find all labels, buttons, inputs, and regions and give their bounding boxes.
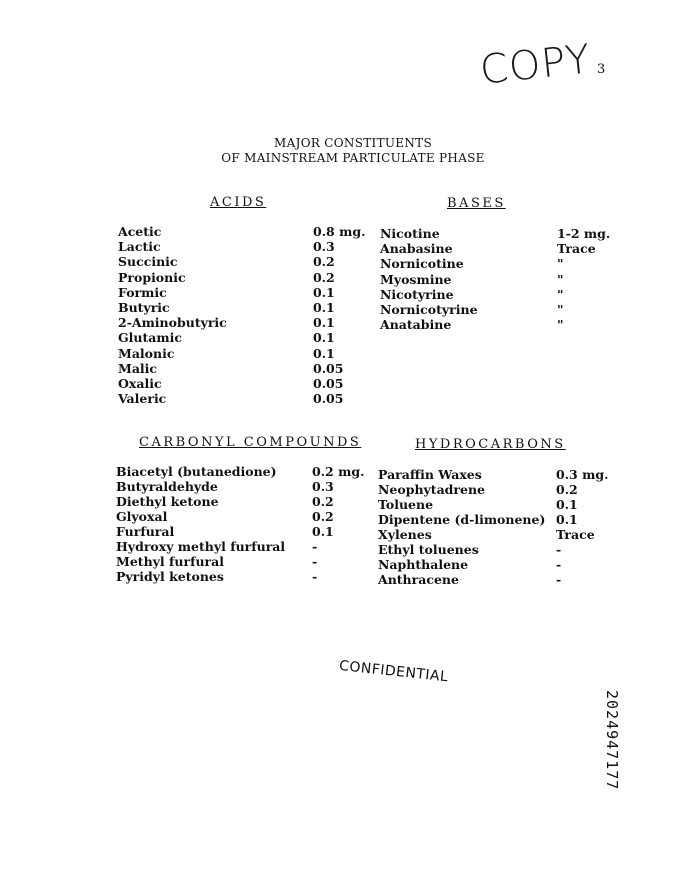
carbonyl-row-name: Diethyl ketone — [116, 494, 219, 509]
carbonyl-row-name: Butyraldehyde — [116, 479, 218, 494]
acids-row-name: Lactic — [118, 239, 161, 255]
title-line-1: MAJOR CONSTITUENTS — [274, 136, 432, 150]
hydrocarbons-heading: HYDROCARBONS — [415, 437, 566, 452]
hydrocarbons-row-value: - — [556, 572, 562, 587]
carbonyl-row-value: - — [312, 554, 318, 569]
carbonyl-row-value: 0.2 — [312, 494, 334, 509]
acids-row-name: Succinic — [118, 254, 178, 270]
page-number: 3 — [597, 62, 606, 77]
bases-row-name: Nornicotine — [380, 256, 464, 272]
hydrocarbons-row-value: 0.1 — [556, 512, 578, 527]
bases-row-value: Trace — [557, 241, 596, 257]
bases-row-name: Nicotine — [380, 226, 440, 241]
acids-row-value: 0.3 — [313, 239, 335, 255]
acids-row-value: 0.2 — [313, 269, 335, 285]
carbonyl-row-value: 0.2 — [312, 509, 334, 524]
carbonyl-row-value: 0.3 — [312, 479, 334, 494]
acids-row-name: Malonic — [118, 345, 175, 361]
carbonyl-row-name: Biacetyl (butanedione) — [116, 464, 277, 479]
hydrocarbons-row-value: 0.1 — [556, 497, 578, 512]
acids-row-name: Malic — [118, 360, 158, 376]
hydrocarbons-row-value: 0.2 — [556, 482, 578, 497]
bases-heading: BASES — [447, 196, 506, 211]
carbonyl-row-value: 0.2 mg. — [312, 464, 365, 479]
hydrocarbons-row-name: Ethyl toluenes — [378, 542, 479, 557]
acids-row-name: Propionic — [118, 269, 186, 285]
acids-heading: ACIDS — [210, 195, 267, 210]
hydrocarbons-row-value: Trace — [556, 527, 595, 542]
acids-row-name: Valeric — [118, 391, 167, 407]
carbonyl-row-value: - — [312, 569, 318, 584]
bases-row-value: " — [557, 271, 564, 287]
bases-row-value: 1-2 mg. — [557, 226, 611, 241]
acids-row-name: Oxalic — [118, 376, 162, 391]
carbonyl-row-name: Hydroxy methyl furfural — [116, 539, 286, 554]
bases-row-value: " — [557, 286, 564, 302]
acids-row-name: Butyric — [118, 300, 170, 315]
acids-row-value: 0.1 — [313, 330, 335, 346]
carbonyl-row-name: Pyridyl ketones — [116, 569, 224, 584]
acids-row-name: Glutamic — [118, 330, 182, 346]
acids-row-name: 2-Aminobutyric — [118, 315, 227, 331]
carbonyl-heading: CARBONYL COMPOUNDS — [139, 435, 362, 450]
hydrocarbons-row-name: Naphthalene — [378, 557, 469, 572]
hydrocarbons-row-name: Xylenes — [378, 527, 432, 542]
carbonyl-row-name: Glyoxal — [116, 509, 168, 524]
acids-row-value: 0.05 — [313, 391, 344, 407]
hydrocarbons-row-name: Paraffin Waxes — [378, 467, 482, 482]
acids-row-value: 0.1 — [313, 300, 335, 315]
carbonyl-row-value: 0.1 — [312, 524, 334, 539]
carbonyl-row-value: - — [312, 539, 318, 554]
carbonyl-row-name: Methyl furfural — [116, 554, 224, 569]
title-line-2: OF MAINSTREAM PARTICULATE PHASE — [221, 151, 485, 165]
acids-row-name: Formic — [118, 284, 167, 300]
bases-row-value: " — [557, 317, 564, 333]
bases-row-name: Nicotyrine — [380, 286, 454, 302]
acids-row-value: 0.05 — [313, 360, 344, 376]
acids-row-value: 0.1 — [313, 284, 335, 300]
bases-row-value: " — [557, 256, 564, 272]
bases-row-name: Nornicotyrine — [380, 302, 478, 317]
hydrocarbons-row-name: Neophytadrene — [378, 482, 486, 497]
carbonyl-row-name: Furfural — [116, 524, 175, 539]
acids-row-value: 0.05 — [313, 376, 344, 391]
acids-row-value: 0.8 mg. — [313, 224, 366, 239]
bases-row-name: Anatabine — [380, 317, 452, 333]
bases-row-name: Myosmine — [380, 271, 452, 287]
hydrocarbons-row-value: 0.3 mg. — [556, 467, 609, 482]
bases-row-value: " — [557, 302, 564, 317]
hydrocarbons-row-value: - — [556, 557, 562, 572]
hydrocarbons-row-name: Toluene — [378, 497, 434, 512]
bases-row-name: Anabasine — [380, 241, 453, 257]
acids-row-value: 0.2 — [313, 254, 335, 270]
acids-row-name: Acetic — [118, 224, 162, 239]
document-number: 2024947177 — [603, 690, 621, 791]
hydrocarbons-row-name: Anthracene — [378, 572, 459, 587]
confidential-stamp: CONFIDENTIAL — [338, 658, 450, 686]
copy-stamp: COPY — [477, 36, 594, 94]
acids-row-value: 0.1 — [313, 315, 335, 331]
acids-row-value: 0.1 — [313, 345, 335, 361]
hydrocarbons-row-name: Dipentene (d-limonene) — [378, 512, 546, 527]
hydrocarbons-row-value: - — [556, 542, 562, 557]
